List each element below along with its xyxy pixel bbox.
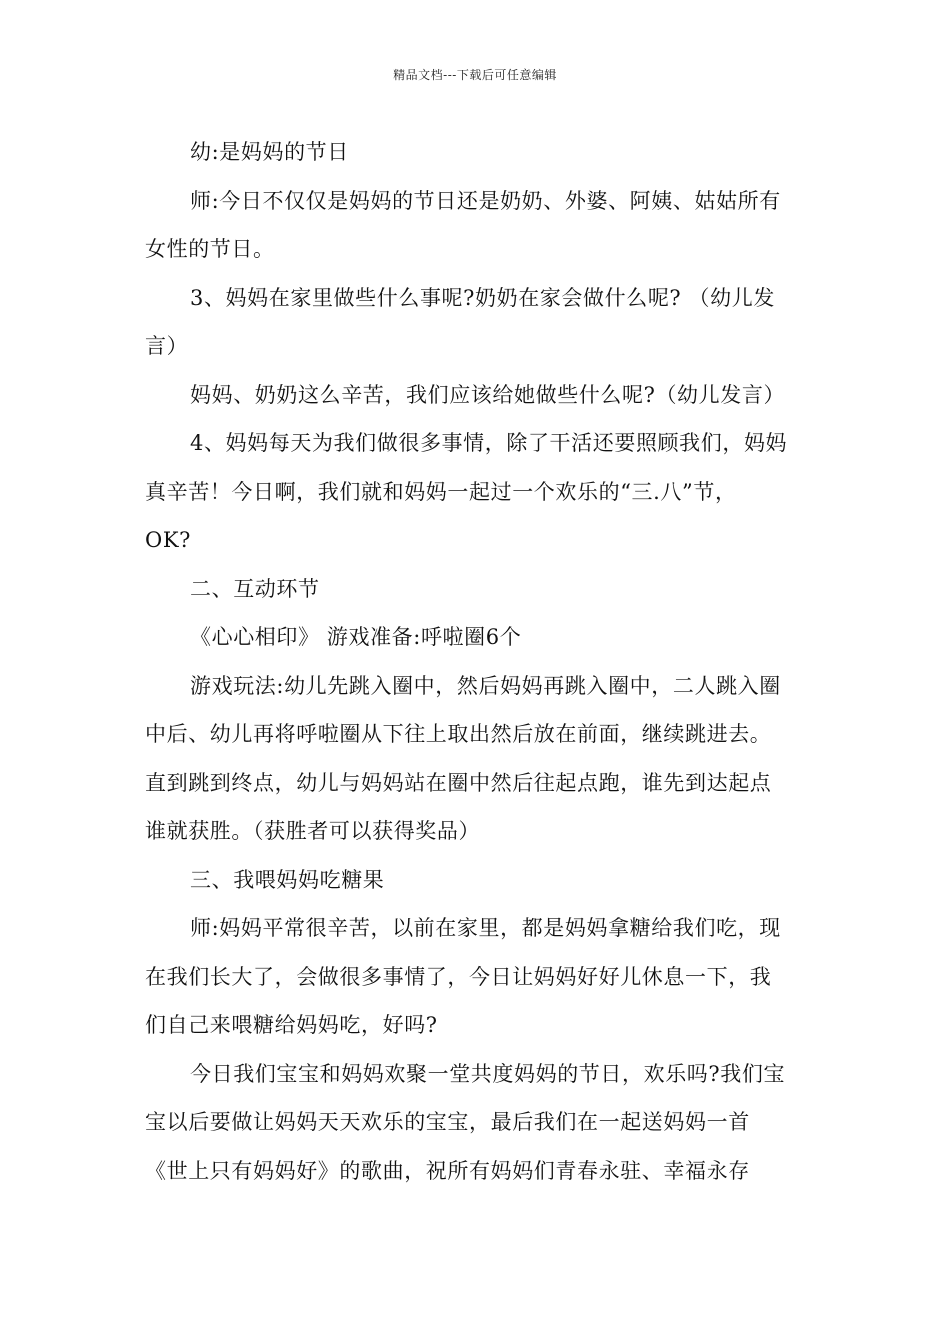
text-line: 《世上只有妈妈好》的歌曲，祝所有妈妈们青春永驻、幸福永存 xyxy=(145,1158,750,1183)
text-line: 《心心相印》 游戏准备:呼啦圈6个 xyxy=(190,625,522,649)
text-line: 宝以后要做让妈妈天天欢乐的宝宝，最后我们在一起送妈妈一首 xyxy=(145,1110,750,1134)
text-line: 三、我喂妈妈吃糖果 xyxy=(190,867,385,892)
text-line: 谁就获胜。（获胜者可以获得奖品） xyxy=(145,819,481,843)
text-line: 直到跳到终点，幼儿与妈妈站在圈中然后往起点跑，谁先到达起点 xyxy=(145,770,772,795)
text-line: OK? xyxy=(145,528,191,552)
text-line: 幼:是妈妈的节日 xyxy=(190,140,349,164)
text-line: 游戏玩法:幼儿先跳入圈中，然后妈妈再跳入圈中，二人跳入圈 xyxy=(190,673,781,698)
text-line: 今日我们宝宝和妈妈欢聚一堂共度妈妈的节日，欢乐吗?我们宝 xyxy=(190,1061,786,1086)
text-line: 真辛苦！今日啊，我们就和妈妈一起过一个欢乐的“三.八”节， xyxy=(145,479,737,504)
text-line: 言） xyxy=(145,334,189,358)
text-line: 在我们长大了，会做很多事情了，今日让妈妈好好儿休息一下，我 xyxy=(145,964,772,989)
text-line: 师:今日不仅仅是妈妈的节日还是奶奶、外婆、阿姨、姑姑所有 xyxy=(190,188,781,213)
text-line: 们自己来喂糖给妈妈吃，好吗? xyxy=(145,1013,438,1037)
text-line: 二、互动环节 xyxy=(190,576,320,601)
text-line: 师:妈妈平常很辛苦，以前在家里，都是妈妈拿糖给我们吃，现 xyxy=(190,916,781,940)
page-header-watermark: 精品文档---下载后可任意编辑 xyxy=(393,68,557,82)
text-line: 女性的节日。 xyxy=(145,237,275,261)
text-line: 中后、幼儿再将呼啦圈从下往上取出然后放在前面，继续跳进去。 xyxy=(145,722,772,746)
text-line: 妈妈、奶奶这么辛苦，我们应该给她做些什么呢?（幼儿发言） xyxy=(190,382,786,407)
document-body xyxy=(145,128,815,1195)
text-line: 4、妈妈每天为我们做很多事情，除了干活还要照顾我们，妈妈 xyxy=(190,431,788,455)
text-line: 3、妈妈在家里做些什么事呢?奶奶在家会做什么呢? （幼儿发 xyxy=(190,285,775,310)
